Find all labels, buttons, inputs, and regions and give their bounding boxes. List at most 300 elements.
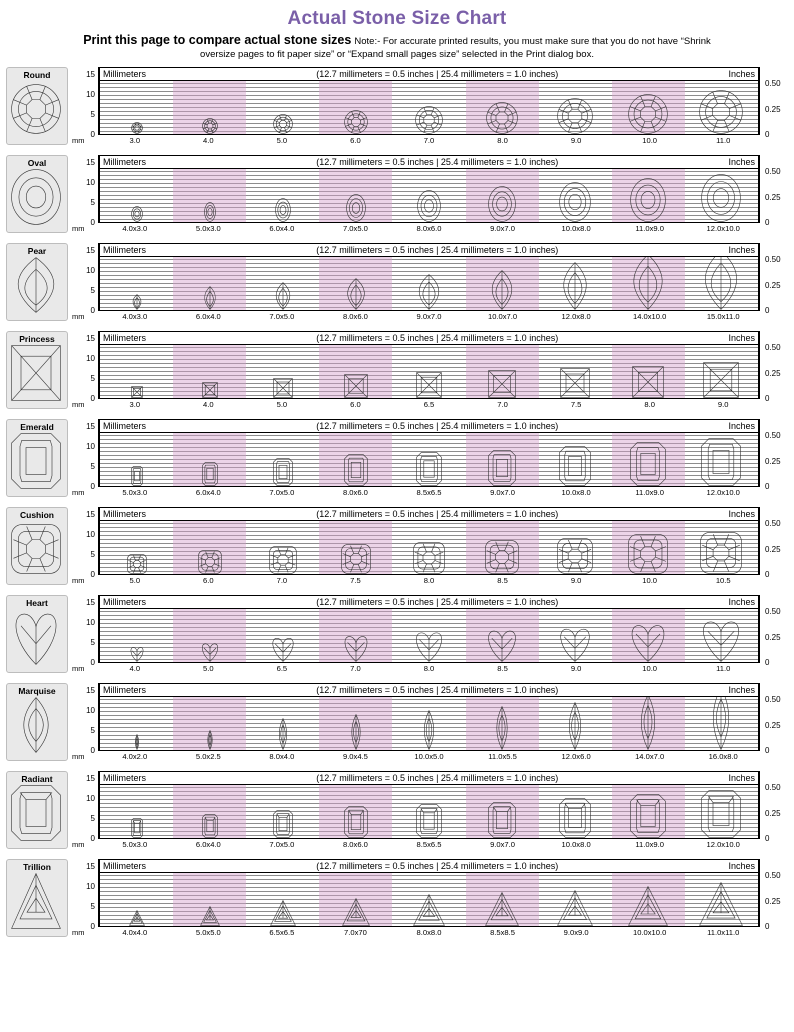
stone-cushion-0[interactable] — [100, 554, 173, 574]
stone-round-7[interactable] — [612, 94, 685, 134]
y-tick-mm: 15 — [86, 510, 95, 519]
y-axis-inches — [762, 67, 788, 139]
stone-round-2[interactable] — [246, 114, 319, 134]
y-tick-inch: 0.50 — [765, 431, 781, 441]
y-tick-inch: 0 — [765, 658, 770, 667]
size-labels-row — [98, 839, 760, 851]
stone-trillion-7[interactable] — [612, 886, 685, 926]
y-tick-mm: 0 — [90, 482, 95, 491]
stone-marquise-0[interactable] — [100, 734, 173, 750]
mm-unit-tag: mm — [72, 136, 85, 145]
plot-area-radiant — [72, 771, 788, 851]
size-label: 10.0x5.0 — [414, 752, 444, 761]
size-labels-row — [98, 487, 760, 499]
stone-emerald-0[interactable] — [100, 466, 173, 486]
stone-princess-3[interactable] — [319, 374, 392, 398]
inches-label: Inches — [728, 157, 755, 167]
millimeters-label: Millimeters — [103, 69, 147, 79]
y-axis-inches — [762, 859, 788, 931]
y-tick-inch: 0.25 — [765, 544, 781, 554]
stone-pear-7[interactable] — [612, 254, 685, 310]
stone-oval-3[interactable] — [319, 194, 392, 222]
stone-cushion-7[interactable] — [612, 534, 685, 574]
y-tick-inch: 0.25 — [765, 632, 781, 642]
stone-emerald-7[interactable] — [612, 442, 685, 486]
y-tick-inch: 0.25 — [765, 808, 781, 818]
grid-area — [98, 67, 760, 135]
mm-unit-tag: mm — [72, 752, 85, 761]
y-tick-inch: 0 — [765, 394, 770, 403]
stone-round-6[interactable] — [539, 98, 612, 134]
y-tick-mm: 0 — [90, 394, 95, 403]
shape-name-label: Cushion — [20, 510, 54, 520]
y-tick-inch: 0.25 — [765, 104, 781, 114]
stone-oval-6[interactable] — [539, 182, 612, 222]
y-tick-mm: 10 — [86, 354, 95, 363]
size-label: 8.0x6.0 — [342, 840, 368, 849]
y-tick-mm: 5 — [90, 638, 95, 647]
plot-area-cushion — [72, 507, 788, 587]
stone-cushion-4[interactable] — [392, 542, 465, 574]
stone-row-princess — [6, 331, 788, 417]
inches-label: Inches — [728, 685, 755, 695]
stone-size-chart — [0, 67, 794, 945]
shape-name-label: Oval — [27, 158, 47, 168]
stone-marquise-2[interactable] — [246, 718, 319, 750]
stone-trillion-2[interactable] — [246, 900, 319, 926]
y-tick-inch: 0.50 — [765, 519, 781, 529]
y-tick-mm: 5 — [90, 814, 95, 823]
size-labels-row — [98, 927, 760, 939]
stone-heart-0[interactable] — [100, 646, 173, 662]
print-instructions — [0, 34, 794, 61]
stone-princess-4[interactable] — [392, 372, 465, 398]
stone-heart-7[interactable] — [612, 622, 685, 662]
stone-emerald-4[interactable] — [392, 452, 465, 486]
size-label: 5.0 — [129, 576, 141, 585]
millimeters-label: Millimeters — [103, 509, 147, 519]
stone-trillion-6[interactable] — [539, 890, 612, 926]
y-tick-mm: 10 — [86, 90, 95, 99]
size-label: 10.0x8.0 — [561, 488, 591, 497]
y-tick-inch: 0 — [765, 306, 770, 315]
y-tick-inch: 0.25 — [765, 280, 781, 290]
pear-icon — [11, 257, 63, 313]
stone-trillion-4[interactable] — [392, 894, 465, 926]
inches-label: Inches — [728, 245, 755, 255]
y-axis-mm — [72, 771, 98, 843]
cushion-icon — [11, 521, 63, 577]
page-title: Actual Stone Size Chart — [287, 8, 507, 29]
stone-marquise-6[interactable] — [539, 702, 612, 750]
conversion-label: (12.7 millimeters = 0.5 inches | 25.4 millimeters = 1.0 inches) — [316, 509, 559, 519]
size-label: 12.0x6.0 — [561, 752, 591, 761]
size-label: 9.0 — [717, 400, 729, 409]
row-header-strip — [100, 596, 758, 609]
stone-marquise-4[interactable] — [392, 710, 465, 750]
y-tick-mm: 10 — [86, 266, 95, 275]
size-label: 10.0 — [642, 576, 658, 585]
stone-cushion-8[interactable] — [685, 532, 758, 574]
stone-princess-0[interactable] — [100, 386, 173, 398]
size-label: 8.5 — [497, 664, 508, 673]
y-tick-inch: 0.25 — [765, 896, 781, 906]
shape-badge-marquise[interactable] — [6, 683, 68, 761]
shape-name-label: Marquise — [18, 686, 56, 696]
y-axis-mm — [72, 595, 98, 667]
y-tick-mm: 5 — [90, 110, 95, 119]
size-label: 8.0 — [423, 576, 435, 585]
shape-badge-round[interactable] — [6, 67, 68, 145]
stone-round-0[interactable] — [100, 122, 173, 134]
stone-round-4[interactable] — [392, 106, 465, 134]
row-header-strip — [100, 772, 758, 785]
row-header-strip — [100, 684, 758, 697]
row-header-strip — [100, 332, 758, 345]
row-header-strip — [100, 860, 758, 873]
size-label: 10.0 — [642, 664, 658, 673]
size-label: 4.0x2.0 — [122, 752, 148, 761]
size-label: 11.0x11.0 — [707, 928, 740, 937]
stone-heart-3[interactable] — [319, 634, 392, 662]
stone-princess-8[interactable] — [685, 362, 758, 398]
grid-area — [98, 859, 760, 927]
size-label: 4.0x4.0 — [122, 928, 148, 937]
y-tick-mm: 0 — [90, 922, 95, 931]
y-tick-mm: 5 — [90, 462, 95, 471]
shape-name-label: Radiant — [21, 774, 53, 784]
size-label: 7.0 — [423, 136, 435, 145]
grid-area — [98, 243, 760, 311]
stone-pear-0[interactable] — [100, 294, 173, 310]
y-tick-mm: 5 — [90, 726, 95, 735]
shape-name-label: Heart — [26, 598, 48, 608]
stone-emerald-8[interactable] — [685, 438, 758, 486]
conversion-label: (12.7 millimeters = 0.5 inches | 25.4 millimeters = 1.0 inches) — [316, 69, 559, 79]
size-label: 6.5 — [423, 400, 435, 409]
conversion-label: (12.7 millimeters = 0.5 inches | 25.4 millimeters = 1.0 inches) — [316, 421, 559, 431]
stone-oval-0[interactable] — [100, 206, 173, 222]
plot-area-heart — [72, 595, 788, 675]
grid-area — [98, 683, 760, 751]
stone-princess-6[interactable] — [539, 368, 612, 398]
size-label: 10.5 — [715, 576, 731, 585]
inches-label: Inches — [728, 69, 755, 79]
size-label: 14.0x7.0 — [635, 752, 665, 761]
stone-trillion-5[interactable] — [466, 892, 539, 926]
y-axis-mm — [72, 859, 98, 931]
shape-badge-heart[interactable] — [6, 595, 68, 673]
size-label: 5.0x3.0 — [122, 488, 148, 497]
inches-label: Inches — [728, 421, 755, 431]
stone-heart-6[interactable] — [539, 626, 612, 662]
y-tick-mm: 15 — [86, 422, 95, 431]
y-tick-mm: 15 — [86, 774, 95, 783]
stone-cushion-2[interactable] — [246, 546, 319, 574]
y-tick-mm: 10 — [86, 706, 95, 715]
princess-icon — [11, 345, 63, 401]
stone-cushion-6[interactable] — [539, 538, 612, 574]
size-label: 8.0 — [497, 136, 508, 145]
mm-unit-tag: mm — [72, 664, 85, 673]
size-label: 11.0x9.0 — [635, 840, 664, 849]
stone-cushion-3[interactable] — [319, 544, 392, 574]
y-tick-inch: 0.25 — [765, 192, 781, 202]
stone-oval-2[interactable] — [246, 198, 319, 222]
stone-oval-4[interactable] — [392, 190, 465, 222]
stone-radiant-3[interactable] — [319, 806, 392, 838]
size-label: 4.0 — [129, 664, 141, 673]
stone-round-5[interactable] — [466, 102, 539, 134]
size-label: 7.0 — [497, 400, 508, 409]
size-label: 14.0x10.0 — [632, 312, 667, 321]
grid-area — [98, 507, 760, 575]
size-labels-row — [98, 663, 760, 675]
size-label: 9.0x7.0 — [416, 312, 442, 321]
y-tick-mm: 5 — [90, 550, 95, 559]
y-tick-mm: 15 — [86, 158, 95, 167]
stone-pear-5[interactable] — [466, 270, 539, 310]
size-label: 8.5x8.5 — [490, 928, 515, 937]
shape-badge-emerald[interactable] — [6, 419, 68, 497]
stone-oval-1[interactable] — [173, 202, 246, 222]
print-instruction-note: Note:- For accurate printed results, you must make sure that you do not have “Shrink oversize pages to fit paper size” or “Expand small pages size” selected in the Print dialog box. — [200, 36, 711, 60]
stone-trillion-8[interactable] — [685, 882, 758, 926]
size-label: 10.0x8.0 — [561, 224, 591, 233]
stone-heart-2[interactable] — [246, 636, 319, 662]
row-header-strip — [100, 68, 758, 81]
stone-trillion-3[interactable] — [319, 898, 392, 926]
shape-name-label: Pear — [27, 246, 47, 256]
stone-princess-2[interactable] — [246, 378, 319, 398]
size-label: 10.0x8.0 — [561, 840, 591, 849]
stone-radiant-7[interactable] — [612, 794, 685, 838]
round-icon — [11, 81, 63, 137]
stone-pear-8[interactable] — [685, 250, 758, 310]
size-label: 4.0 — [203, 136, 214, 145]
y-tick-inch: 0.50 — [765, 79, 781, 89]
size-label: 11.0x9.0 — [635, 488, 664, 497]
stone-princess-7[interactable] — [612, 366, 685, 398]
inches-label: Inches — [728, 509, 755, 519]
size-label: 3.0 — [129, 136, 141, 145]
stone-oval-8[interactable] — [685, 174, 758, 222]
stone-emerald-5[interactable] — [466, 450, 539, 486]
stone-emerald-3[interactable] — [319, 454, 392, 486]
millimeters-label: Millimeters — [103, 245, 147, 255]
size-label: 16.0x8.0 — [708, 752, 738, 761]
print-instruction-main: Print this page to compare actual stone sizes — [83, 33, 352, 47]
plot-area-princess — [72, 331, 788, 411]
y-tick-inch: 0.50 — [765, 695, 781, 705]
y-tick-inch: 0.50 — [765, 255, 781, 265]
inches-label: Inches — [728, 333, 755, 343]
stone-cushion-5[interactable] — [466, 540, 539, 574]
stone-radiant-8[interactable] — [685, 790, 758, 838]
y-axis-mm — [72, 419, 98, 491]
y-axis-mm — [72, 507, 98, 579]
stone-radiant-2[interactable] — [246, 810, 319, 838]
stone-pear-1[interactable] — [173, 286, 246, 310]
stone-row-heart — [6, 595, 788, 681]
y-axis-inches — [762, 419, 788, 491]
shape-name-label: Princess — [19, 334, 55, 344]
stone-emerald-2[interactable] — [246, 458, 319, 486]
y-tick-mm: 0 — [90, 218, 95, 227]
size-label: 5.0x2.5 — [195, 752, 221, 761]
stone-radiant-5[interactable] — [466, 802, 539, 838]
size-label: 8.5 — [497, 576, 508, 585]
shape-name-label: Emerald — [20, 422, 54, 432]
size-label: 8.0x6.0 — [342, 488, 368, 497]
grid-area — [98, 771, 760, 839]
stone-round-1[interactable] — [173, 118, 246, 134]
y-tick-mm: 10 — [86, 882, 95, 891]
y-tick-mm: 15 — [86, 598, 95, 607]
y-tick-inch: 0.50 — [765, 871, 781, 881]
stone-heart-4[interactable] — [392, 630, 465, 662]
shape-badge-trillion[interactable] — [6, 859, 68, 937]
stone-row-trillion — [6, 859, 788, 945]
mm-unit-tag: mm — [72, 928, 85, 937]
y-tick-mm: 10 — [86, 442, 95, 451]
size-label: 3.0 — [129, 400, 141, 409]
stone-pear-4[interactable] — [392, 274, 465, 310]
size-label: 15.0x11.0 — [706, 312, 740, 321]
shape-badge-princess[interactable] — [6, 331, 68, 409]
size-label: 6.0x4.0 — [269, 224, 295, 233]
size-label: 12.0x8.0 — [561, 312, 591, 321]
row-header-strip — [100, 244, 758, 257]
stone-trillion-1[interactable] — [173, 906, 246, 926]
stone-pear-6[interactable] — [539, 262, 612, 310]
stone-marquise-7[interactable] — [612, 694, 685, 750]
stone-round-3[interactable] — [319, 110, 392, 134]
inches-label: Inches — [728, 773, 755, 783]
y-tick-inch: 0 — [765, 570, 770, 579]
stone-round-8[interactable] — [685, 90, 758, 134]
inches-label: Inches — [728, 597, 755, 607]
y-tick-mm: 0 — [90, 658, 95, 667]
size-labels-row — [98, 135, 760, 147]
shape-badge-cushion[interactable] — [6, 507, 68, 585]
stone-princess-5[interactable] — [466, 370, 539, 398]
y-tick-mm: 15 — [86, 246, 95, 255]
size-label: 5.0x3.0 — [195, 224, 221, 233]
stone-emerald-6[interactable] — [539, 446, 612, 486]
size-label: 7.0 — [276, 576, 288, 585]
stone-heart-8[interactable] — [685, 618, 758, 662]
y-axis-inches — [762, 155, 788, 227]
stone-trillion-0[interactable] — [100, 910, 173, 926]
shape-badge-radiant[interactable] — [6, 771, 68, 849]
stone-radiant-0[interactable] — [100, 818, 173, 838]
stone-pear-2[interactable] — [246, 282, 319, 310]
stone-cushion-1[interactable] — [173, 550, 246, 574]
millimeters-label: Millimeters — [103, 421, 147, 431]
stone-row-oval — [6, 155, 788, 241]
y-axis-inches — [762, 243, 788, 315]
size-label: 9.0 — [570, 136, 582, 145]
grid-area — [98, 155, 760, 223]
plot-area-pear — [72, 243, 788, 323]
size-label: 7.0x5.0 — [269, 488, 295, 497]
size-label: 7.0x5.0 — [269, 840, 295, 849]
y-tick-mm: 10 — [86, 794, 95, 803]
stone-princess-1[interactable] — [173, 382, 246, 398]
stone-oval-7[interactable] — [612, 178, 685, 222]
y-axis-mm — [72, 67, 98, 139]
stone-heart-1[interactable] — [173, 642, 246, 662]
stone-radiant-4[interactable] — [392, 804, 465, 838]
conversion-label: (12.7 millimeters = 0.5 inches | 25.4 millimeters = 1.0 inches) — [316, 245, 559, 255]
stone-radiant-6[interactable] — [539, 798, 612, 838]
size-labels-row — [98, 311, 760, 323]
size-label: 12.0x10.0 — [706, 488, 740, 497]
conversion-label: (12.7 millimeters = 0.5 inches | 25.4 millimeters = 1.0 inches) — [316, 773, 559, 783]
size-label: 6.0x4.0 — [195, 312, 221, 321]
size-label: 7.0x5.0 — [269, 312, 295, 321]
millimeters-label: Millimeters — [103, 685, 147, 695]
conversion-label: (12.7 millimeters = 0.5 inches | 25.4 millimeters = 1.0 inches) — [316, 861, 559, 871]
stone-heart-5[interactable] — [466, 628, 539, 662]
y-tick-mm: 0 — [90, 834, 95, 843]
y-axis-inches — [762, 683, 788, 755]
y-tick-mm: 15 — [86, 686, 95, 695]
y-tick-inch: 0.25 — [765, 720, 781, 730]
y-tick-mm: 0 — [90, 746, 95, 755]
stone-marquise-5[interactable] — [466, 706, 539, 750]
size-label: 5.0x5.0 — [195, 928, 221, 937]
row-header-strip — [100, 420, 758, 433]
size-label: 10.0x10.0 — [632, 928, 667, 937]
plot-area-marquise — [72, 683, 788, 763]
grid-area — [98, 331, 760, 399]
oval-icon — [11, 169, 63, 225]
row-header-strip — [100, 156, 758, 169]
y-tick-mm: 0 — [90, 306, 95, 315]
stone-row-emerald — [6, 419, 788, 505]
y-axis-mm — [72, 155, 98, 227]
stone-pear-3[interactable] — [319, 278, 392, 310]
size-label: 9.0x4.5 — [342, 752, 368, 761]
conversion-label: (12.7 millimeters = 0.5 inches | 25.4 millimeters = 1.0 inches) — [316, 597, 559, 607]
y-tick-mm: 10 — [86, 530, 95, 539]
stone-emerald-1[interactable] — [173, 462, 246, 486]
conversion-label: (12.7 millimeters = 0.5 inches | 25.4 millimeters = 1.0 inches) — [316, 685, 559, 695]
size-labels-row — [98, 575, 760, 587]
grid-area — [98, 595, 760, 663]
y-axis-inches — [762, 507, 788, 579]
stone-marquise-1[interactable] — [173, 730, 246, 750]
size-label: 8.0 — [423, 664, 435, 673]
mm-unit-tag: mm — [72, 576, 85, 585]
stone-marquise-3[interactable] — [319, 714, 392, 750]
size-label: 11.0 — [716, 136, 731, 145]
size-label: 8.0x6.0 — [416, 224, 442, 233]
stone-oval-5[interactable] — [466, 186, 539, 222]
y-axis-inches — [762, 771, 788, 843]
size-label: 5.0 — [276, 136, 288, 145]
shape-badge-oval[interactable] — [6, 155, 68, 233]
size-label: 8.0 — [644, 400, 655, 409]
y-tick-inch: 0.50 — [765, 343, 781, 353]
y-tick-mm: 5 — [90, 374, 95, 383]
stone-radiant-1[interactable] — [173, 814, 246, 838]
y-tick-inch: 0.25 — [765, 368, 781, 378]
size-label: 9.0x7.0 — [490, 224, 515, 233]
shape-badge-pear[interactable] — [6, 243, 68, 321]
